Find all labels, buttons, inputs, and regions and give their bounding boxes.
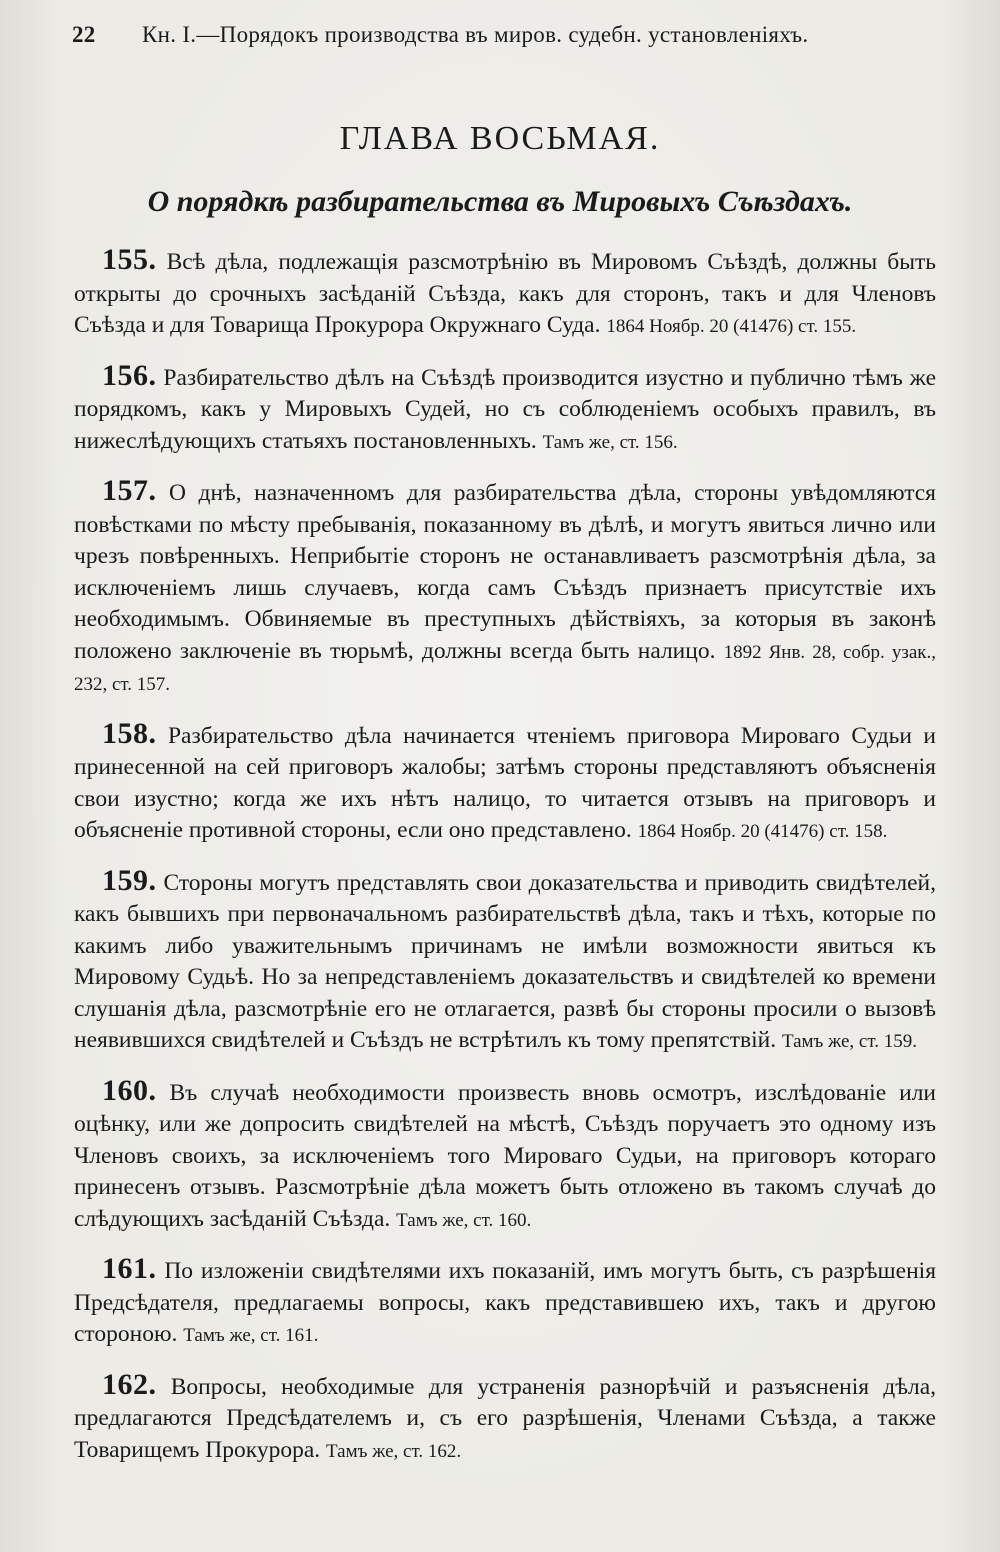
article-citation: Тамъ же, ст. 160. [396,1209,532,1231]
chapter-heading: ГЛАВА ВОСЬМАЯ. [339,120,661,157]
article-number: 157. [102,474,157,507]
article-citation: 1892 Янв. 28, собр. узак., 232, ст. 157. [74,641,936,695]
article-157 [74,475,936,701]
article-text: По изложеніи свидѣтелями ихъ показаній, имъ могутъ быть, съ разрѣшенія Предсѣдателя, предлагаемы вопросы, какъ представившею ихъ, такъ и другою стороною. [74,1258,936,1347]
article-citation: 1864 Ноябр. 20 (41476) ст. 155. [606,316,857,337]
page-number: 22 [72,22,96,47]
article-number: 155. [102,243,157,276]
article-list [74,244,936,1484]
article-citation: 1864 Ноябр. 20 (41476) ст. 158. [637,821,888,842]
article-text: Всѣ дѣла, подлежащія разсмотрѣнію въ Мировомъ Съѣздѣ, должны быть открыты до срочныхъ засѣданій Съѣзда, какъ для сторонъ, такъ и для Членовъ Съѣзда и для Товарища Прокурора Окружнаго Суда. [74,249,936,338]
article-number: 159. [102,863,157,897]
article-citation: Тамъ же, ст. 161. [183,1325,319,1346]
article-text: Разбирательство дѣла начинается чтеніемъ приговора Мироваго Судьи и принесенной на сей приговоръ жалобы; затѣмъ стороны представляютъ объясненія свои изустно; когда же ихъ нѣтъ налицо, то читается отзывъ на приговоръ и объясненіе противной стороны, если оно представлено. [74,722,937,843]
article-text: Стороны могутъ представлять свои доказательства и приводить свидѣтелей, какъ бывшихъ при первоначальномъ разбирательствѣ дѣла, такъ и тѣхъ, которые по какимъ либо уважительнымъ причинамъ не имѣли возможности явиться къ Мировому Судьѣ. Но за непредставленіемъ доказательствъ и свидѣтелей ко времени слушанія дѣла, разсмотрѣніе его не отлагается, развѣ бы стороны просили о вызовѣ неявившихся свидѣтелей и Съѣздъ не встрѣтилъ къ тому препятствій. [74,869,936,1053]
article-text: Разбирательство дѣлъ на Съѣздѣ производится изустно и публично тѣмъ же порядкомъ, какъ у Мировыхъ Судей, но съ соблюденіемъ особыхъ правилъ, въ нижеслѣдующихъ статьяхъ постановленныхъ. [74,364,937,454]
article-155 [74,244,936,343]
article-160 [74,1075,936,1237]
article-text: Въ случаѣ необходимости произвесть вновь осмотръ, изслѣдованіе или оцѣнку, или же допросить свидѣтелей на мѣстѣ, Съѣздъ поручаетъ это одному изъ Членовъ своихъ, за исключеніемъ того Мироваго Судьи, на приговоръ котораго принесенъ отзывъ. Разсмотрѣніе дѣла можетъ быть отложено въ такомъ случаѣ до слѣдующихъ засѣданій Съѣзда. [74,1079,937,1232]
article-citation: Тамъ же, ст. 156. [542,431,678,453]
article-text: Вопросы, необходимые для устраненія разнорѣчій и разъясненія дѣла, предлагаются Предсѣдателемъ и, съ его разрѣшенія, Членами Съѣзда, а также Товарищемъ Прокурора. [74,1373,936,1463]
article-number: 158. [102,716,157,750]
article-number: 162. [102,1367,157,1401]
article-citation: Тамъ же, ст. 159. [781,1031,917,1052]
running-header [72,22,912,48]
chapter-subtitle: О порядкѣ разбирательства въ Мировыхъ Съѣздахъ. [147,185,853,218]
article-159 [74,865,936,1058]
article-citation: Тамъ же, ст. 162. [326,1440,462,1462]
article-156 [74,360,936,459]
running-title: Кн. I.—Порядокъ производства въ миров. судебн. установленіяхъ. [142,22,809,47]
article-158 [74,718,936,848]
article-number: 160. [102,1073,157,1107]
article-number: 161. [102,1252,157,1285]
article-161 [74,1253,936,1352]
article-162 [74,1369,936,1468]
article-text: О днѣ, назначенномъ для разбирательства дѣла, стороны увѣдомляются повѣстками по мѣсту пребыванія, показанному въ дѣлѣ, и могутъ явиться лично или чрезъ повѣренныхъ. Неприбытіе сторонъ не останавливаетъ разсмотрѣнія дѣла, за исключеніемъ лишь случаевъ, когда самъ Съѣздъ признаетъ присутствіе ихъ необходимымъ. Обвиняемые въ преступныхъ дѣйствіяхъ, за которыя въ законѣ положено заключеніе въ тюрьмѣ, должны всегда быть налицо. [74,480,936,664]
article-number: 156. [102,358,157,392]
